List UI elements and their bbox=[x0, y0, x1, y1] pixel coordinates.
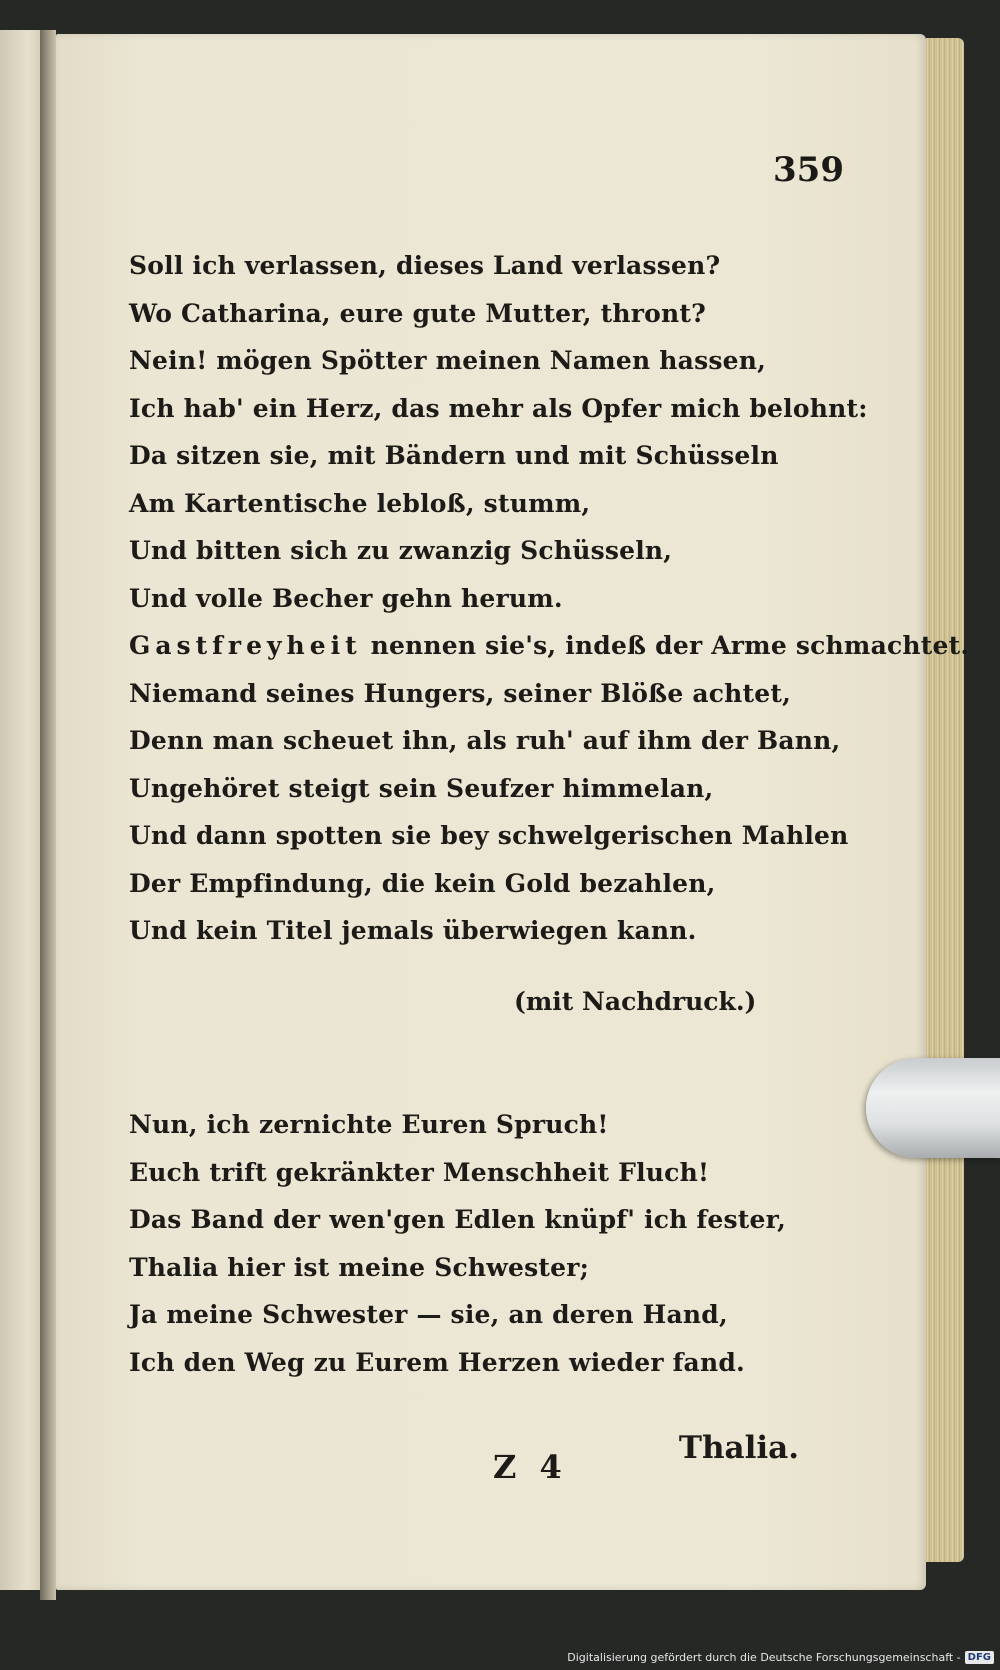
verse-line-rest: nennen sie's, indeß der Arme schmachtet. bbox=[370, 631, 970, 660]
verse-line: Euch trift gekränkter Menschheit Fluch! bbox=[129, 1157, 710, 1187]
verse-line: Nein! mögen Spötter meinen Namen hassen, bbox=[129, 346, 767, 375]
verse-line: Ich den Weg zu Eurem Herzen wieder fand. bbox=[129, 1347, 745, 1377]
book-gutter bbox=[40, 30, 56, 1600]
verse-line: Thalia hier ist meine Schwester; bbox=[129, 1252, 590, 1282]
spaced-emphasis-word: Gastfreyheit bbox=[129, 631, 362, 660]
verse-line: Niemand seines Hungers, seiner Blöße achtet, bbox=[129, 678, 792, 708]
verse-line: Da sitzen sie, mit Bändern und mit Schüsseln bbox=[129, 441, 779, 470]
page-block-edges bbox=[926, 38, 964, 1562]
verse-line: Wo Catharina, eure gute Mutter, thront? bbox=[129, 298, 706, 328]
page-number: 359 bbox=[773, 150, 844, 190]
digitization-credit bbox=[567, 1646, 994, 1668]
verse-line: Ich hab' ein Herz, das mehr als Opfer mich belohnt: bbox=[129, 393, 868, 423]
verse-stanza-two bbox=[129, 1101, 829, 1386]
verse-line bbox=[129, 622, 970, 670]
verse-line: Und kein Titel jemals überwiegen kann. bbox=[129, 916, 697, 945]
stage-direction: (mit Nachdruck.) bbox=[514, 987, 757, 1016]
verse-line: Der Empfindung, die kein Gold bezahlen, bbox=[129, 868, 716, 898]
verse-line: Und volle Becher gehn herum. bbox=[129, 583, 563, 613]
verse-line: Ungehöret steigt sein Seufzer himmelan, bbox=[129, 773, 714, 803]
printer-signature-mark: Z 4 bbox=[493, 1448, 568, 1486]
verse-line: Das Band der wen'gen Edlen knüpf' ich fester, bbox=[129, 1205, 787, 1234]
verse-stanza-one bbox=[129, 242, 970, 955]
verse-line: Am Kartentische lebloß, stumm, bbox=[129, 488, 591, 518]
verse-line: Ja meine Schwester — sie, an deren Hand, bbox=[129, 1300, 728, 1329]
verse-line: Soll ich verlassen, dieses Land verlassen? bbox=[129, 251, 721, 280]
catchword: Thalia. bbox=[678, 1430, 799, 1466]
verse-line: Und bitten sich zu zwanzig Schüsseln, bbox=[129, 536, 673, 565]
verse-line: Nun, ich zernichte Euren Spruch! bbox=[129, 1110, 609, 1139]
dfg-logo: DFG bbox=[965, 1651, 994, 1664]
verse-line: Denn man scheuet ihn, als ruh' auf ihm der Bann, bbox=[129, 726, 841, 755]
verse-line: Und dann spotten sie bey schwelgerischen Mahlen bbox=[129, 821, 849, 850]
page-holder-clip bbox=[866, 1058, 1000, 1158]
credit-text: Digitalisierung gefördert durch die Deutsche Forschungsgemeinschaft - bbox=[567, 1650, 961, 1664]
book-page bbox=[56, 34, 970, 1590]
facing-page-edge bbox=[0, 30, 43, 1590]
